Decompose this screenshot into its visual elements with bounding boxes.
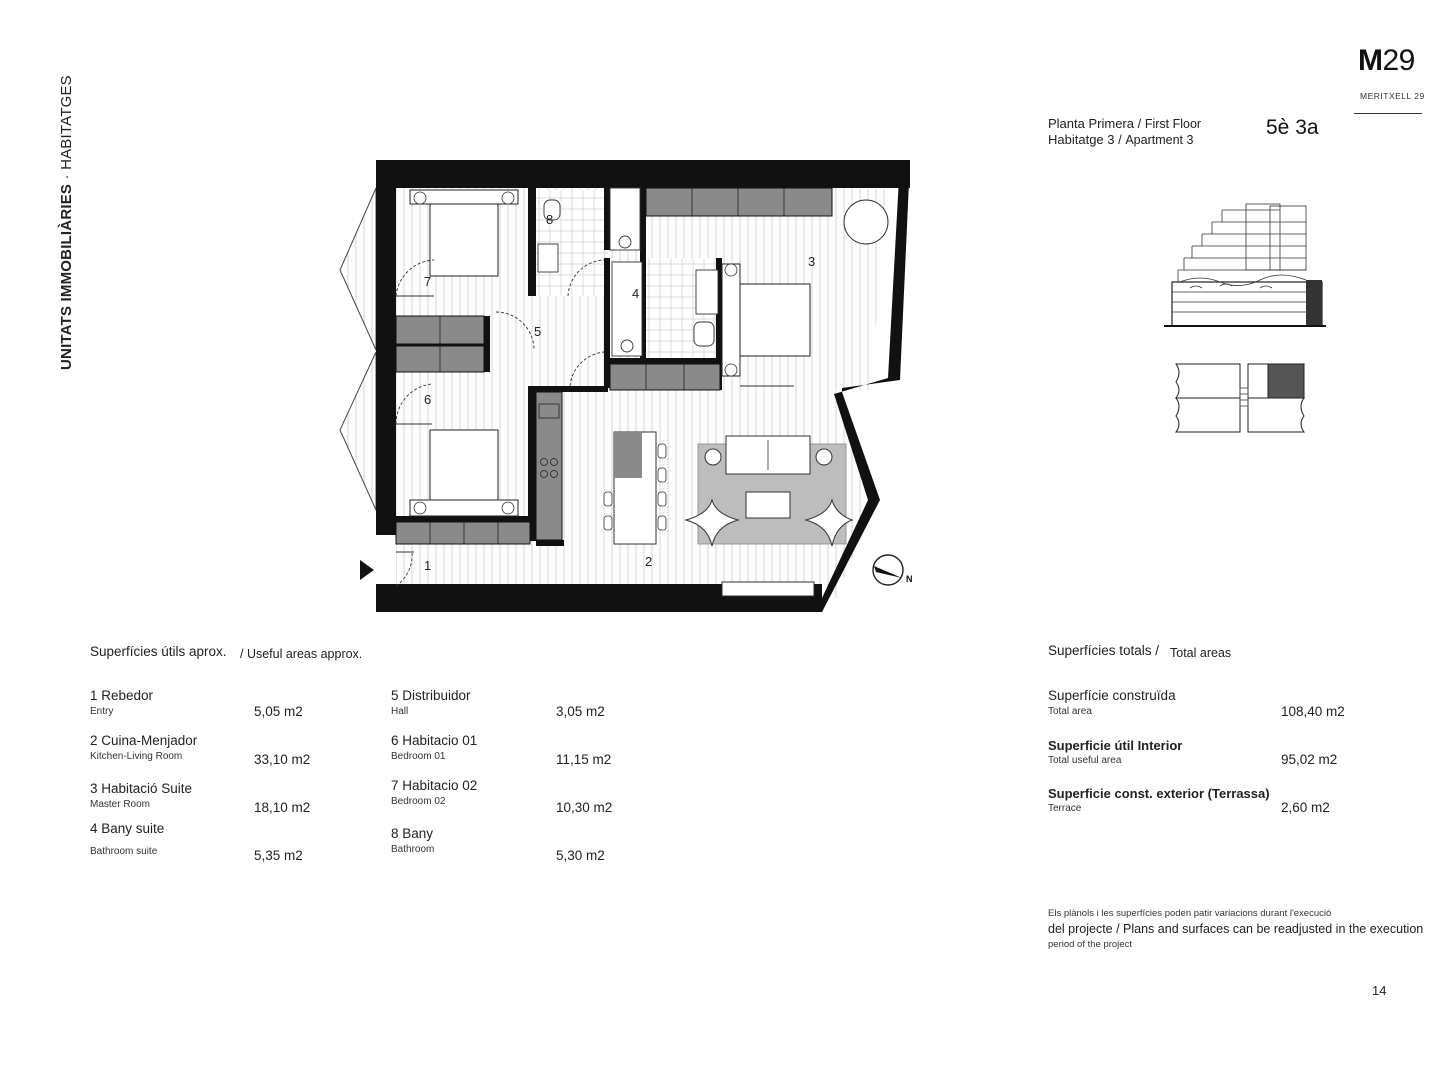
useful-areas-title-en: / Useful areas approx. xyxy=(240,647,363,661)
total-areas-title-en: Total areas xyxy=(1170,646,1232,660)
room-5-area: 3,05 m2 xyxy=(556,704,605,719)
room-4-area: 5,35 m2 xyxy=(254,848,303,863)
room-number-3: 3 xyxy=(808,254,816,269)
page-number: 14 xyxy=(1372,983,1387,998)
unit-code: 5è 3a xyxy=(1266,116,1319,139)
room-number-6: 6 xyxy=(424,392,432,407)
total-built-area: 108,40 m2 xyxy=(1281,704,1345,719)
total-useful-sub: Total useful area xyxy=(1048,755,1122,766)
room-3-name: 3 Habitació Suite xyxy=(90,781,193,796)
room-5-name: 5 Distribuidor xyxy=(391,688,471,703)
room-2-name: 2 Cuina-Menjador xyxy=(90,733,198,748)
room-1-area: 5,05 m2 xyxy=(254,704,303,719)
room-6-name: 6 Habitacio 01 xyxy=(391,733,478,748)
total-terrace-sub: Terrace xyxy=(1048,803,1082,814)
room-number-4: 4 xyxy=(632,286,640,301)
total-built-name: Superfície construïda xyxy=(1048,688,1176,703)
room-number-1: 1 xyxy=(424,558,432,573)
total-terrace-name: Superficie const. exterior (Terrassa) xyxy=(1048,786,1270,801)
room-3-area: 18,10 m2 xyxy=(254,800,311,815)
room-1-name: 1 Rebedor xyxy=(90,688,154,703)
entry-arrow-icon xyxy=(360,560,374,580)
room-4-name: 4 Bany suite xyxy=(90,821,165,836)
building-elevation-thumbnail xyxy=(1160,196,1330,330)
room-8-name: 8 Bany xyxy=(391,826,434,841)
room-6-area: 11,15 m2 xyxy=(556,752,612,767)
apartment-label: Habitatge 3 / Apartment 3 xyxy=(1048,132,1194,147)
total-useful-name: Superficie útil Interior xyxy=(1048,738,1183,753)
disclaimer-line-2: del projecte / Plans and surfaces can be readjusted in the execution xyxy=(1048,922,1424,936)
floor-label: Planta Primera / First Floor xyxy=(1048,116,1202,131)
room-7-sub: Bedroom 02 xyxy=(391,796,446,807)
brand-subtitle: MERITXELL 29 xyxy=(1360,91,1425,101)
side-section-label: UNITATS IMMOBILIÀRIES · HABITATGES xyxy=(58,75,75,370)
room-2-area: 33,10 m2 xyxy=(254,752,311,767)
room-number-8: 8 xyxy=(546,212,554,227)
total-terrace-area: 2,60 m2 xyxy=(1281,800,1330,815)
total-built-sub: Total area xyxy=(1048,706,1092,717)
room-7-name: 7 Habitacio 02 xyxy=(391,778,478,793)
key-plan-thumbnail xyxy=(1170,360,1310,436)
total-areas-title: Superfícies totals / xyxy=(1048,643,1160,658)
total-useful-area: 95,02 m2 xyxy=(1281,752,1338,767)
disclaimer-line-3: period of the project xyxy=(1048,939,1132,950)
room-number-5: 5 xyxy=(534,324,542,339)
room-number-2: 2 xyxy=(645,554,653,569)
room-2-sub: Kitchen-Living Room xyxy=(90,751,183,762)
room-7-area: 10,30 m2 xyxy=(556,800,613,815)
room-6-sub: Bedroom 01 xyxy=(391,751,446,762)
room-3-sub: Master Room xyxy=(90,799,151,810)
north-arrow-icon xyxy=(873,555,913,585)
room-4-sub: Bathroom suite xyxy=(90,846,158,857)
room-8-sub: Bathroom xyxy=(391,844,435,855)
north-label: N xyxy=(906,574,913,584)
room-number-7: 7 xyxy=(424,274,432,289)
brand-divider xyxy=(1354,113,1422,114)
brand-logo: M29 xyxy=(1358,44,1415,77)
useful-areas-title: Superfícies útils aprox. xyxy=(90,644,227,659)
room-8-area: 5,30 m2 xyxy=(556,848,605,863)
room-5-sub: Hall xyxy=(391,706,409,717)
disclaimer-line-1: Els plànols i les superfícies poden patir variacions durant l'execució xyxy=(1048,908,1332,919)
room-1-sub: Entry xyxy=(90,706,114,717)
floor-plan xyxy=(330,150,930,620)
